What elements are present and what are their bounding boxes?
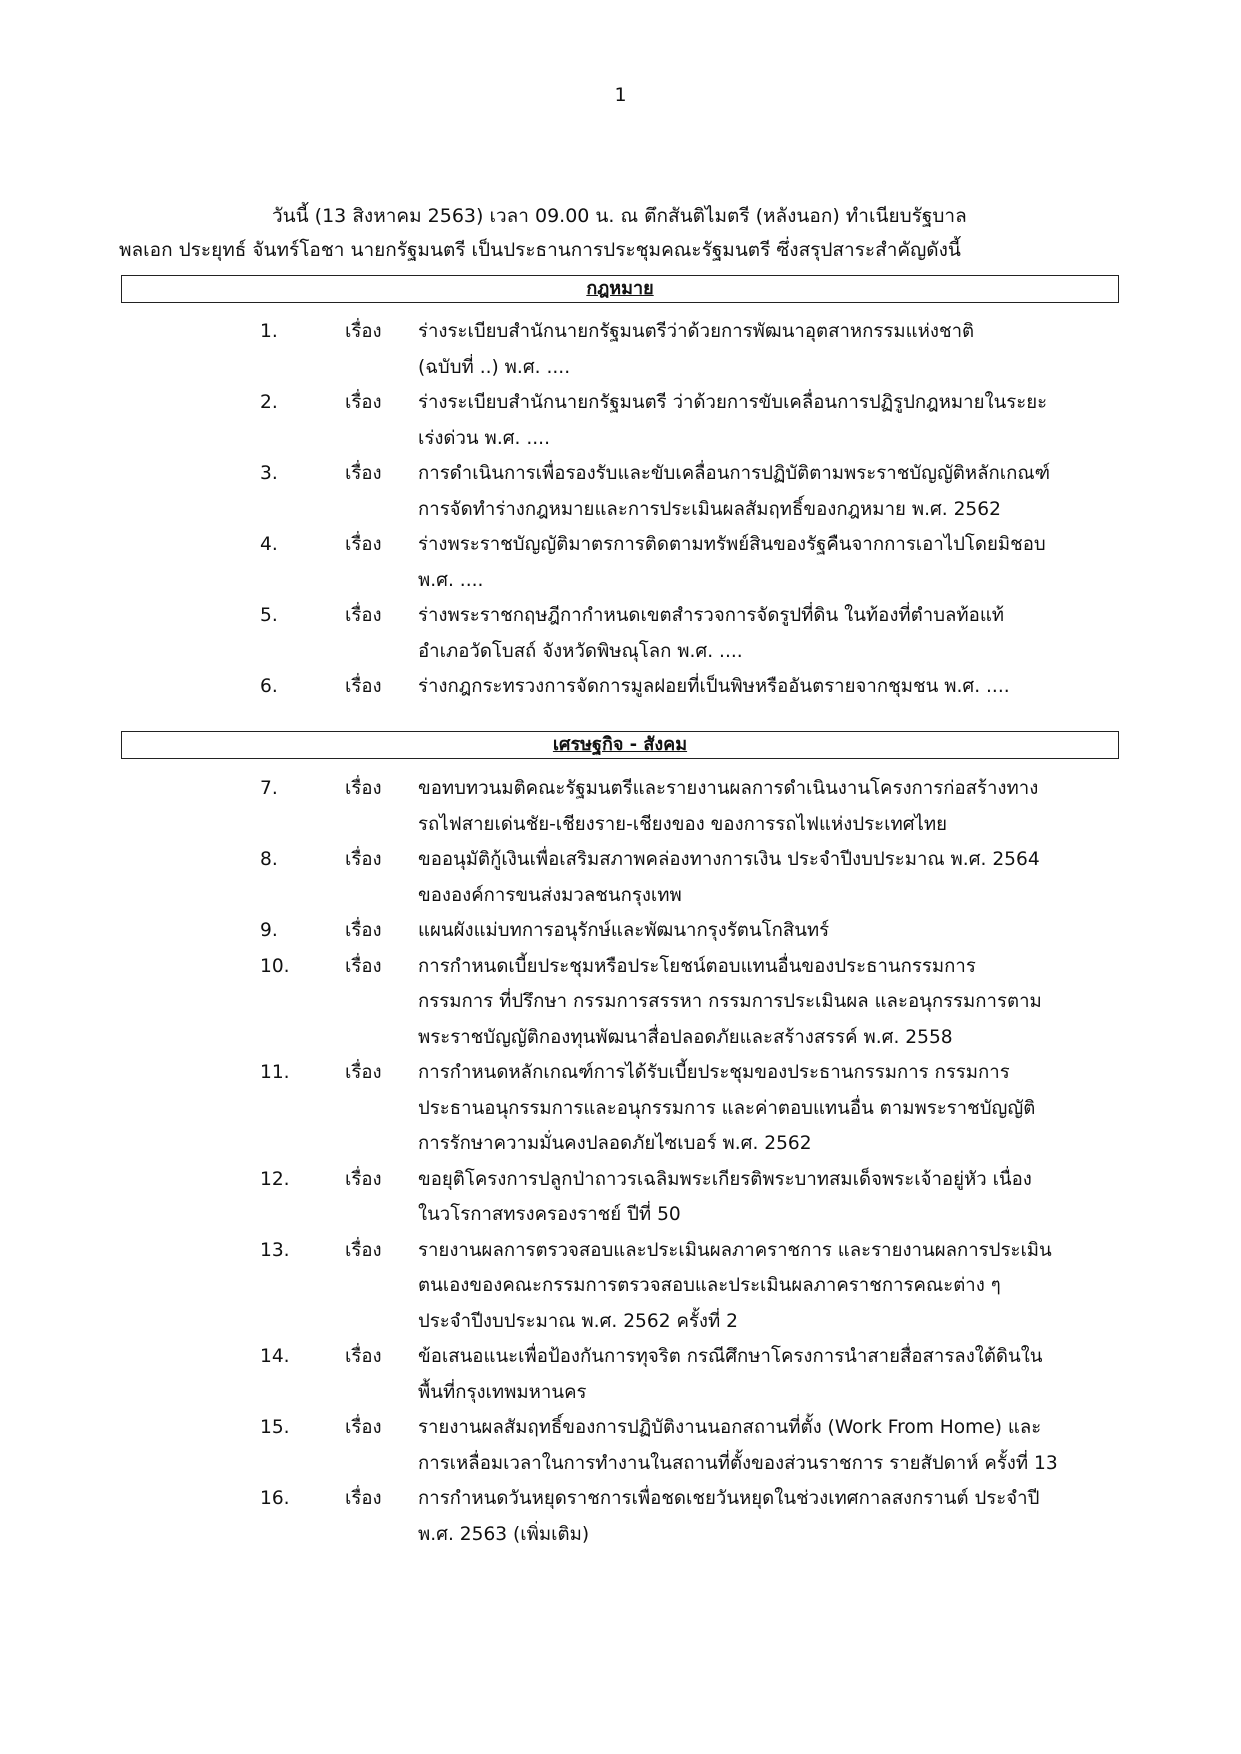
agenda-item-number: 9.	[260, 920, 278, 941]
agenda-item-title-line: รถไฟสายเด่นชัย-เชียงราย-เชียงของ ของการรถไฟแห่งประเทศไทย	[418, 813, 948, 835]
agenda-item-label: เรื่อง	[345, 1168, 382, 1190]
agenda-item	[0, 456, 1241, 527]
agenda-item	[0, 1410, 1241, 1481]
agenda-item-label: เรื่อง	[345, 1488, 382, 1509]
agenda-item-title-line: ขอทบทวนมติคณะรัฐมนตรีและรายงานผลการดำเนินงานโครงการก่อสร้างทาง	[418, 778, 1039, 799]
agenda-item	[0, 842, 1241, 913]
agenda-item-title-line: ร่างระเบียบสำนักนายกรัฐมนตรี ว่าด้วยการขับเคลื่อนการปฏิรูปกฎหมายในระยะ	[418, 392, 1048, 413]
agenda-item-title	[418, 1233, 1118, 1340]
agenda-item-label: เรื่อง	[345, 1239, 382, 1261]
agenda-item-title-line: การดำเนินการเพื่อรองรับและขับเคลื่อนการปฏิบัติตามพระราชบัญญัติหลักเกณฑ์	[418, 463, 1051, 484]
agenda-item-number: 8.	[260, 849, 278, 870]
agenda-item	[0, 669, 1241, 705]
agenda-item-title	[418, 456, 1118, 527]
agenda-item	[0, 949, 1241, 1056]
agenda-item	[0, 385, 1241, 456]
agenda-item-title	[418, 1055, 1118, 1162]
agenda-item	[0, 1162, 1241, 1233]
agenda-item-title	[418, 913, 1118, 949]
agenda-item-label: เรื่อง	[345, 534, 382, 555]
agenda-item-title	[418, 1481, 1118, 1552]
agenda-item-title-line: ในวโรกาสทรงครองราชย์ ปีที่ 50	[418, 1204, 681, 1225]
agenda-item	[0, 1233, 1241, 1340]
section-header-law	[121, 275, 1119, 303]
agenda-item-title-line: ประจำปีงบประมาณ พ.ศ. 2562 ครั้งที่ 2	[418, 1310, 738, 1332]
agenda-item-label: เรื่อง	[345, 463, 382, 484]
agenda-item-number: 10.	[260, 955, 290, 977]
agenda-item-number: 7.	[260, 778, 278, 799]
agenda-list-economy-society	[0, 771, 1241, 1552]
agenda-item-number: 3.	[260, 463, 278, 484]
agenda-item-title	[418, 1339, 1118, 1410]
agenda-item	[0, 598, 1241, 669]
agenda-item-title-line: ร่างระเบียบสำนักนายกรัฐมนตรีว่าด้วยการพัฒนาอุตสาหกรรมแห่งชาติ	[418, 321, 975, 342]
agenda-item	[0, 771, 1241, 842]
agenda-item-number: 16.	[260, 1488, 290, 1509]
agenda-item-number: 11.	[260, 1062, 290, 1083]
agenda-item-label: เรื่อง	[345, 920, 382, 941]
agenda-item-label: เรื่อง	[345, 321, 382, 342]
section-title-economy-society: เศรษฐกิจ - สังคม	[552, 734, 688, 755]
agenda-item-label: เรื่อง	[345, 1417, 382, 1438]
agenda-item-number: 5.	[260, 605, 278, 626]
agenda-item-number: 14.	[260, 1346, 290, 1367]
agenda-item-title-line: ขอยุติโครงการปลูกป่าถาวรเฉลิมพระเกียรติพระบาทสมเด็จพระเจ้าอยู่หัว เนื่อง	[418, 1168, 1032, 1190]
agenda-item-title	[418, 1162, 1118, 1233]
agenda-item-title-line: การรักษาความมั่นคงปลอดภัยไซเบอร์ พ.ศ. 2562	[418, 1133, 812, 1154]
agenda-item-title-line: แผนผังแม่บทการอนุรักษ์และพัฒนากรุงรัตนโกสินทร์	[418, 920, 830, 941]
agenda-item-title-line: ขออนุมัติกู้เงินเพื่อเสริมสภาพคล่องทางการเงิน ประจำปีงบประมาณ พ.ศ. 2564	[418, 849, 1040, 870]
agenda-item-title-line: ประธานอนุกรรมการและอนุกรรมการ และค่าตอบแทนอื่น ตามพระราชบัญญัติ	[418, 1097, 1036, 1119]
agenda-item-title-line: รายงานผลการตรวจสอบและประเมินผลภาคราชการ และรายงานผลการประเมิน	[418, 1239, 1052, 1261]
agenda-item-label: เรื่อง	[345, 849, 382, 870]
agenda-item-title	[418, 669, 1118, 705]
agenda-item	[0, 527, 1241, 598]
agenda-item-title-line: ร่างพระราชกฤษฎีกากำหนดเขตสำรวจการจัดรูปที่ดิน ในท้องที่ตำบลท้อแท้	[418, 605, 1005, 626]
agenda-item-title-line: เร่งด่วน พ.ศ. ....	[418, 427, 550, 449]
agenda-item-title	[418, 1410, 1118, 1481]
intro-line-2: พลเอก ประยุทธ์ จันทร์โอชา นายกรัฐมนตรี เป็นประธานการประชุมคณะรัฐมนตรี ซึ่งสรุปสาระสำคัญดังนี้	[119, 239, 961, 261]
agenda-item-title-line: กรรมการ ที่ปรึกษา กรรมการสรรหา กรรมการประเมินผล และอนุกรรมการตาม	[418, 991, 1042, 1012]
agenda-item-title-line: การกำหนดหลักเกณฑ์การได้รับเบี้ยประชุมของประธานกรรมการ กรรมการ	[418, 1062, 1010, 1083]
agenda-item-title-line: ขององค์การขนส่งมวลชนกรุงเทพ	[418, 884, 682, 906]
agenda-list-law	[0, 314, 1241, 705]
agenda-item	[0, 1339, 1241, 1410]
section-title-law: กฎหมาย	[586, 278, 654, 299]
agenda-item	[0, 314, 1241, 385]
agenda-item-label: เรื่อง	[345, 1062, 382, 1083]
agenda-item	[0, 1055, 1241, 1162]
agenda-item-label: เรื่อง	[345, 1346, 382, 1367]
page-number: 1	[614, 84, 627, 106]
agenda-item-title-line: การจัดทำร่างกฎหมายและการประเมินผลสัมฤทธิ์ของกฎหมาย พ.ศ. 2562	[418, 498, 1001, 520]
agenda-item-number: 12.	[260, 1168, 290, 1190]
agenda-item-title-line: พื้นที่กรุงเทพมหานคร	[418, 1381, 587, 1403]
agenda-item-title-line: ร่างพระราชบัญญัติมาตรการติดตามทรัพย์สินของรัฐคืนจากการเอาไปโดยมิชอบ	[418, 534, 1046, 555]
agenda-item-title-line: พระราชบัญญัติกองทุนพัฒนาสื่อปลอดภัยและสร้างสรรค์ พ.ศ. 2558	[418, 1026, 953, 1048]
agenda-item-number: 15.	[260, 1417, 290, 1438]
agenda-item-title-line: อำเภอวัดโบสถ์ จังหวัดพิษณุโลก พ.ศ. ....	[418, 640, 743, 662]
agenda-item-title-line: (ฉบับที่ ..) พ.ศ. ....	[418, 356, 571, 378]
agenda-item	[0, 913, 1241, 949]
agenda-item-number: 1.	[260, 321, 278, 342]
agenda-item-number: 2.	[260, 392, 278, 413]
agenda-item-title-line: พ.ศ. ....	[418, 569, 484, 591]
agenda-item-title	[418, 527, 1118, 598]
agenda-item-title	[418, 771, 1118, 842]
agenda-item-title-line: การกำหนดเบี้ยประชุมหรือประโยชน์ตอบแทนอื่นของประธานกรรมการ	[418, 955, 976, 977]
agenda-item-label: เรื่อง	[345, 392, 382, 413]
agenda-item-label: เรื่อง	[345, 676, 382, 697]
agenda-item-title-line: ข้อเสนอแนะเพื่อป้องกันการทุจริต กรณีศึกษาโครงการนำสายสื่อสารลงใต้ดินใน	[418, 1346, 1043, 1367]
agenda-item-title-line: ตนเองของคณะกรรมการตรวจสอบและประเมินผลภาคราชการคณะต่าง ๆ	[418, 1275, 1001, 1296]
agenda-item-label: เรื่อง	[345, 955, 382, 977]
agenda-item-title-line: พ.ศ. 2563 (เพิ่มเติม)	[418, 1523, 590, 1545]
intro-line-1: วันนี้ (13 สิงหาคม 2563) เวลา 09.00 น. ณ ตึกสันติไมตรี (หลังนอก) ทำเนียบรัฐบาล	[272, 205, 967, 227]
agenda-item-title	[418, 949, 1118, 1056]
agenda-item	[0, 1481, 1241, 1552]
agenda-item-title	[418, 842, 1118, 913]
agenda-item-title-line: การเหลื่อมเวลาในการทำงานในสถานที่ตั้งของส่วนราชการ รายสัปดาห์ ครั้งที่ 13	[418, 1452, 1058, 1474]
agenda-item-number: 6.	[260, 676, 278, 697]
agenda-item-number: 4.	[260, 534, 278, 555]
agenda-item-title-line: รายงานผลสัมฤทธิ์ของการปฏิบัติงานนอกสถานที่ตั้ง (Work From Home) และ	[418, 1417, 1042, 1438]
agenda-item-title-line: การกำหนดวันหยุดราชการเพื่อชดเชยวันหยุดในช่วงเทศกาลสงกรานต์ ประจำปี	[418, 1488, 1040, 1509]
agenda-item-title	[418, 598, 1118, 669]
agenda-item-number: 13.	[260, 1239, 290, 1261]
agenda-item-title	[418, 385, 1118, 456]
agenda-item-label: เรื่อง	[345, 778, 382, 799]
section-header-economy-society	[121, 731, 1119, 759]
agenda-item-title-line: ร่างกฎกระทรวงการจัดการมูลฝอยที่เป็นพิษหรืออันตรายจากชุมชน พ.ศ. ....	[418, 676, 1010, 697]
agenda-item-title	[418, 314, 1118, 385]
agenda-item-label: เรื่อง	[345, 605, 382, 626]
